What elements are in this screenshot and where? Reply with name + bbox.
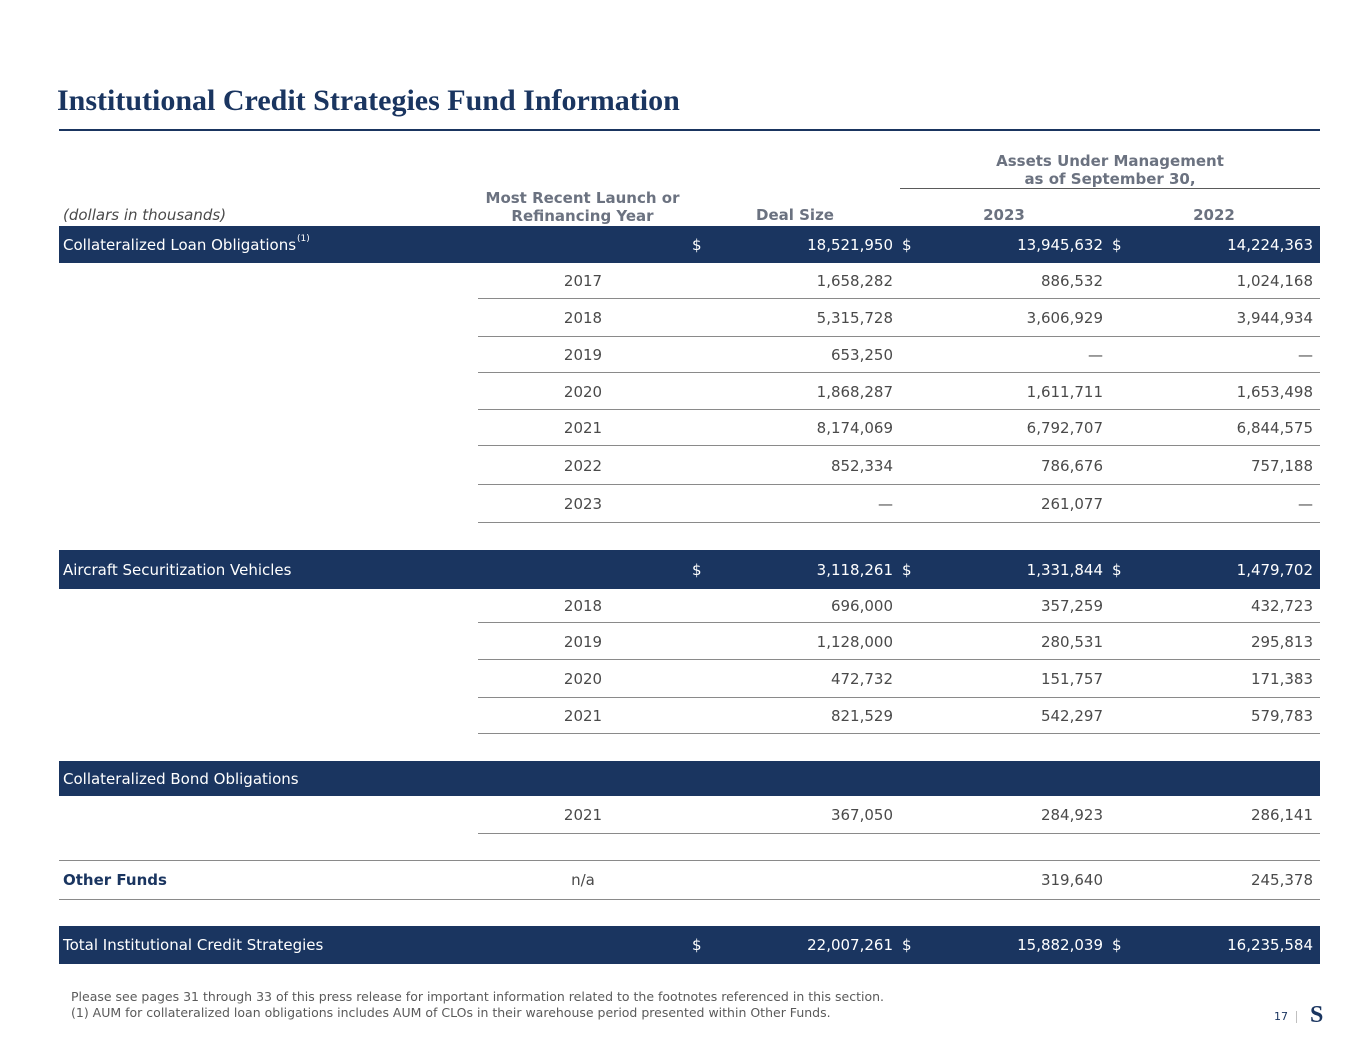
currency-symbol: $ [1112,235,1122,254]
clo-aum-2023-total: 13,945,632 [1017,235,1103,254]
aum-2022-cell: 757,188 [1250,456,1313,475]
deal-cell: 5,315,728 [816,309,893,327]
clo-aum-2022-total: 14,224,363 [1227,235,1313,254]
year-cell: 2019 [563,346,603,364]
title-divider [59,129,1320,131]
year-cell: 2017 [563,272,603,290]
aum-2022-cell: 3,944,934 [1236,309,1313,327]
page-number: 17 [1274,1010,1288,1023]
asv-label: Aircraft Securitization Vehicles [63,560,292,579]
aum-2022-cell: 1,653,498 [1236,382,1313,401]
deal-cell: 821,529 [830,707,893,725]
header-aum-line2: as of September 30, [1024,170,1196,188]
deal-cell: — [878,495,893,513]
footnote-1: (1) AUM for collateralized loan obligations includes AUM of CLOs in their warehouse period presented within Other Funds. [71,1005,831,1020]
page-number-divider [1296,1011,1297,1023]
asv-aum-2023-total: 1,331,844 [1026,560,1103,579]
total-label: Total Institutional Credit Strategies [63,936,324,954]
aum-2023-cell: 357,259 [1040,597,1103,615]
row-divider [478,833,1320,834]
units-note: (dollars in thousands) [63,206,227,224]
grand-total-row [59,926,1320,964]
currency-symbol: $ [1112,560,1122,579]
aum-2023-cell: 151,757 [1040,670,1103,688]
currency-symbol: $ [902,560,912,579]
year-cell: 2021 [563,419,603,437]
table-row [59,485,1320,523]
row-divider [478,733,1320,734]
table-row [59,373,1320,410]
aum-2023-cell: 6,792,707 [1026,419,1103,437]
clo-deal-total: 18,521,950 [807,235,893,254]
year-cell: 2018 [563,309,603,327]
currency-symbol: $ [902,936,912,954]
aum-2022-cell: 245,378 [1250,871,1313,889]
footnote-general: Please see pages 31 through 33 of this press release for important information related to the footnotes referenced in this section. [71,989,884,1004]
deal-cell: 1,128,000 [816,632,893,651]
aum-2022-cell: 295,813 [1250,632,1313,651]
header-launch-year [470,189,695,225]
aum-2023-cell: 284,923 [1040,806,1103,824]
currency-symbol: $ [902,235,912,254]
aum-2023-cell: 280,531 [1040,632,1103,651]
header-launch-year-line2: Refinancing Year [511,207,654,225]
year-cell: 2019 [563,632,603,651]
table-row [59,299,1320,337]
cbo-label: Collateralized Bond Obligations [63,769,299,788]
table-row [59,660,1320,698]
clo-total-row [59,226,1320,263]
deal-cell: 1,658,282 [816,272,893,290]
row-divider [59,860,1320,861]
deal-cell: 367,050 [830,806,893,824]
total-deal: 22,007,261 [807,936,893,954]
aum-header-rule [900,188,1320,189]
aum-2023-cell: 319,640 [1040,871,1103,889]
deal-cell: 852,334 [830,456,893,475]
aum-2022-cell: 579,783 [1250,707,1313,725]
aum-2022-cell: 1,024,168 [1236,272,1313,290]
cbo-header-row [59,761,1320,796]
deal-cell: 8,174,069 [816,419,893,437]
table-row [59,263,1320,299]
year-cell: 2020 [563,670,603,688]
header-deal-size: Deal Size [756,206,834,224]
table-row [59,337,1320,373]
aum-2022-cell: 432,723 [1250,597,1313,615]
currency-symbol: $ [692,936,702,954]
currency-symbol: $ [692,235,702,254]
aum-2023-cell: — [1088,346,1103,364]
year-cell: 2022 [563,456,603,475]
year-cell: 2020 [563,382,603,401]
header-year-2023: 2023 [983,206,1025,224]
aum-2023-cell: 261,077 [1040,495,1103,513]
company-logo-icon: S [1310,1002,1324,1028]
header-aum-line1: Assets Under Management [996,152,1224,170]
aum-2022-cell: 6,844,575 [1236,419,1313,437]
row-divider [478,522,1320,523]
currency-symbol: $ [1112,936,1122,954]
aum-2022-cell: — [1298,495,1313,513]
total-aum-2023: 15,882,039 [1017,936,1103,954]
year-cell: n/a [571,871,595,889]
deal-cell: 472,732 [830,670,893,688]
table-row [59,410,1320,446]
year-cell: 2021 [563,806,603,824]
header-aum-group [960,152,1260,188]
page-title: Institutional Credit Strategies Fund Information [57,84,680,117]
table-row [59,446,1320,485]
asv-aum-2022-total: 1,479,702 [1236,560,1313,579]
aum-2023-cell: 542,297 [1040,707,1103,725]
table-row [59,796,1320,834]
currency-symbol: $ [692,560,702,579]
year-cell: 2021 [563,707,603,725]
aum-2022-cell: — [1298,346,1313,364]
total-aum-2022: 16,235,584 [1227,936,1313,954]
deal-cell: 1,868,287 [816,382,893,401]
aum-2023-cell: 886,532 [1040,272,1103,290]
aum-2023-cell: 1,611,711 [1026,382,1103,401]
table-row [59,698,1320,734]
asv-deal-total: 3,118,261 [816,560,893,579]
header-year-2022: 2022 [1193,206,1235,224]
other-funds-label: Other Funds [63,871,167,889]
table-row [59,623,1320,660]
asv-total-row [59,550,1320,589]
footnote-ref: (1) [297,233,310,244]
year-cell: 2018 [563,597,603,615]
header-launch-year-line1: Most Recent Launch or [485,189,680,207]
deal-cell: 653,250 [830,346,893,364]
aum-2022-cell: 171,383 [1250,670,1313,688]
table-row [59,589,1320,623]
other-funds-row [59,860,1320,900]
row-divider [59,899,1320,900]
aum-2023-cell: 786,676 [1040,456,1103,475]
deal-cell: 696,000 [830,597,893,615]
clo-label: Collateralized Loan Obligations (1) [63,233,310,254]
aum-2023-cell: 3,606,929 [1026,309,1103,327]
year-cell: 2023 [563,495,603,513]
aum-2022-cell: 286,141 [1250,806,1313,824]
